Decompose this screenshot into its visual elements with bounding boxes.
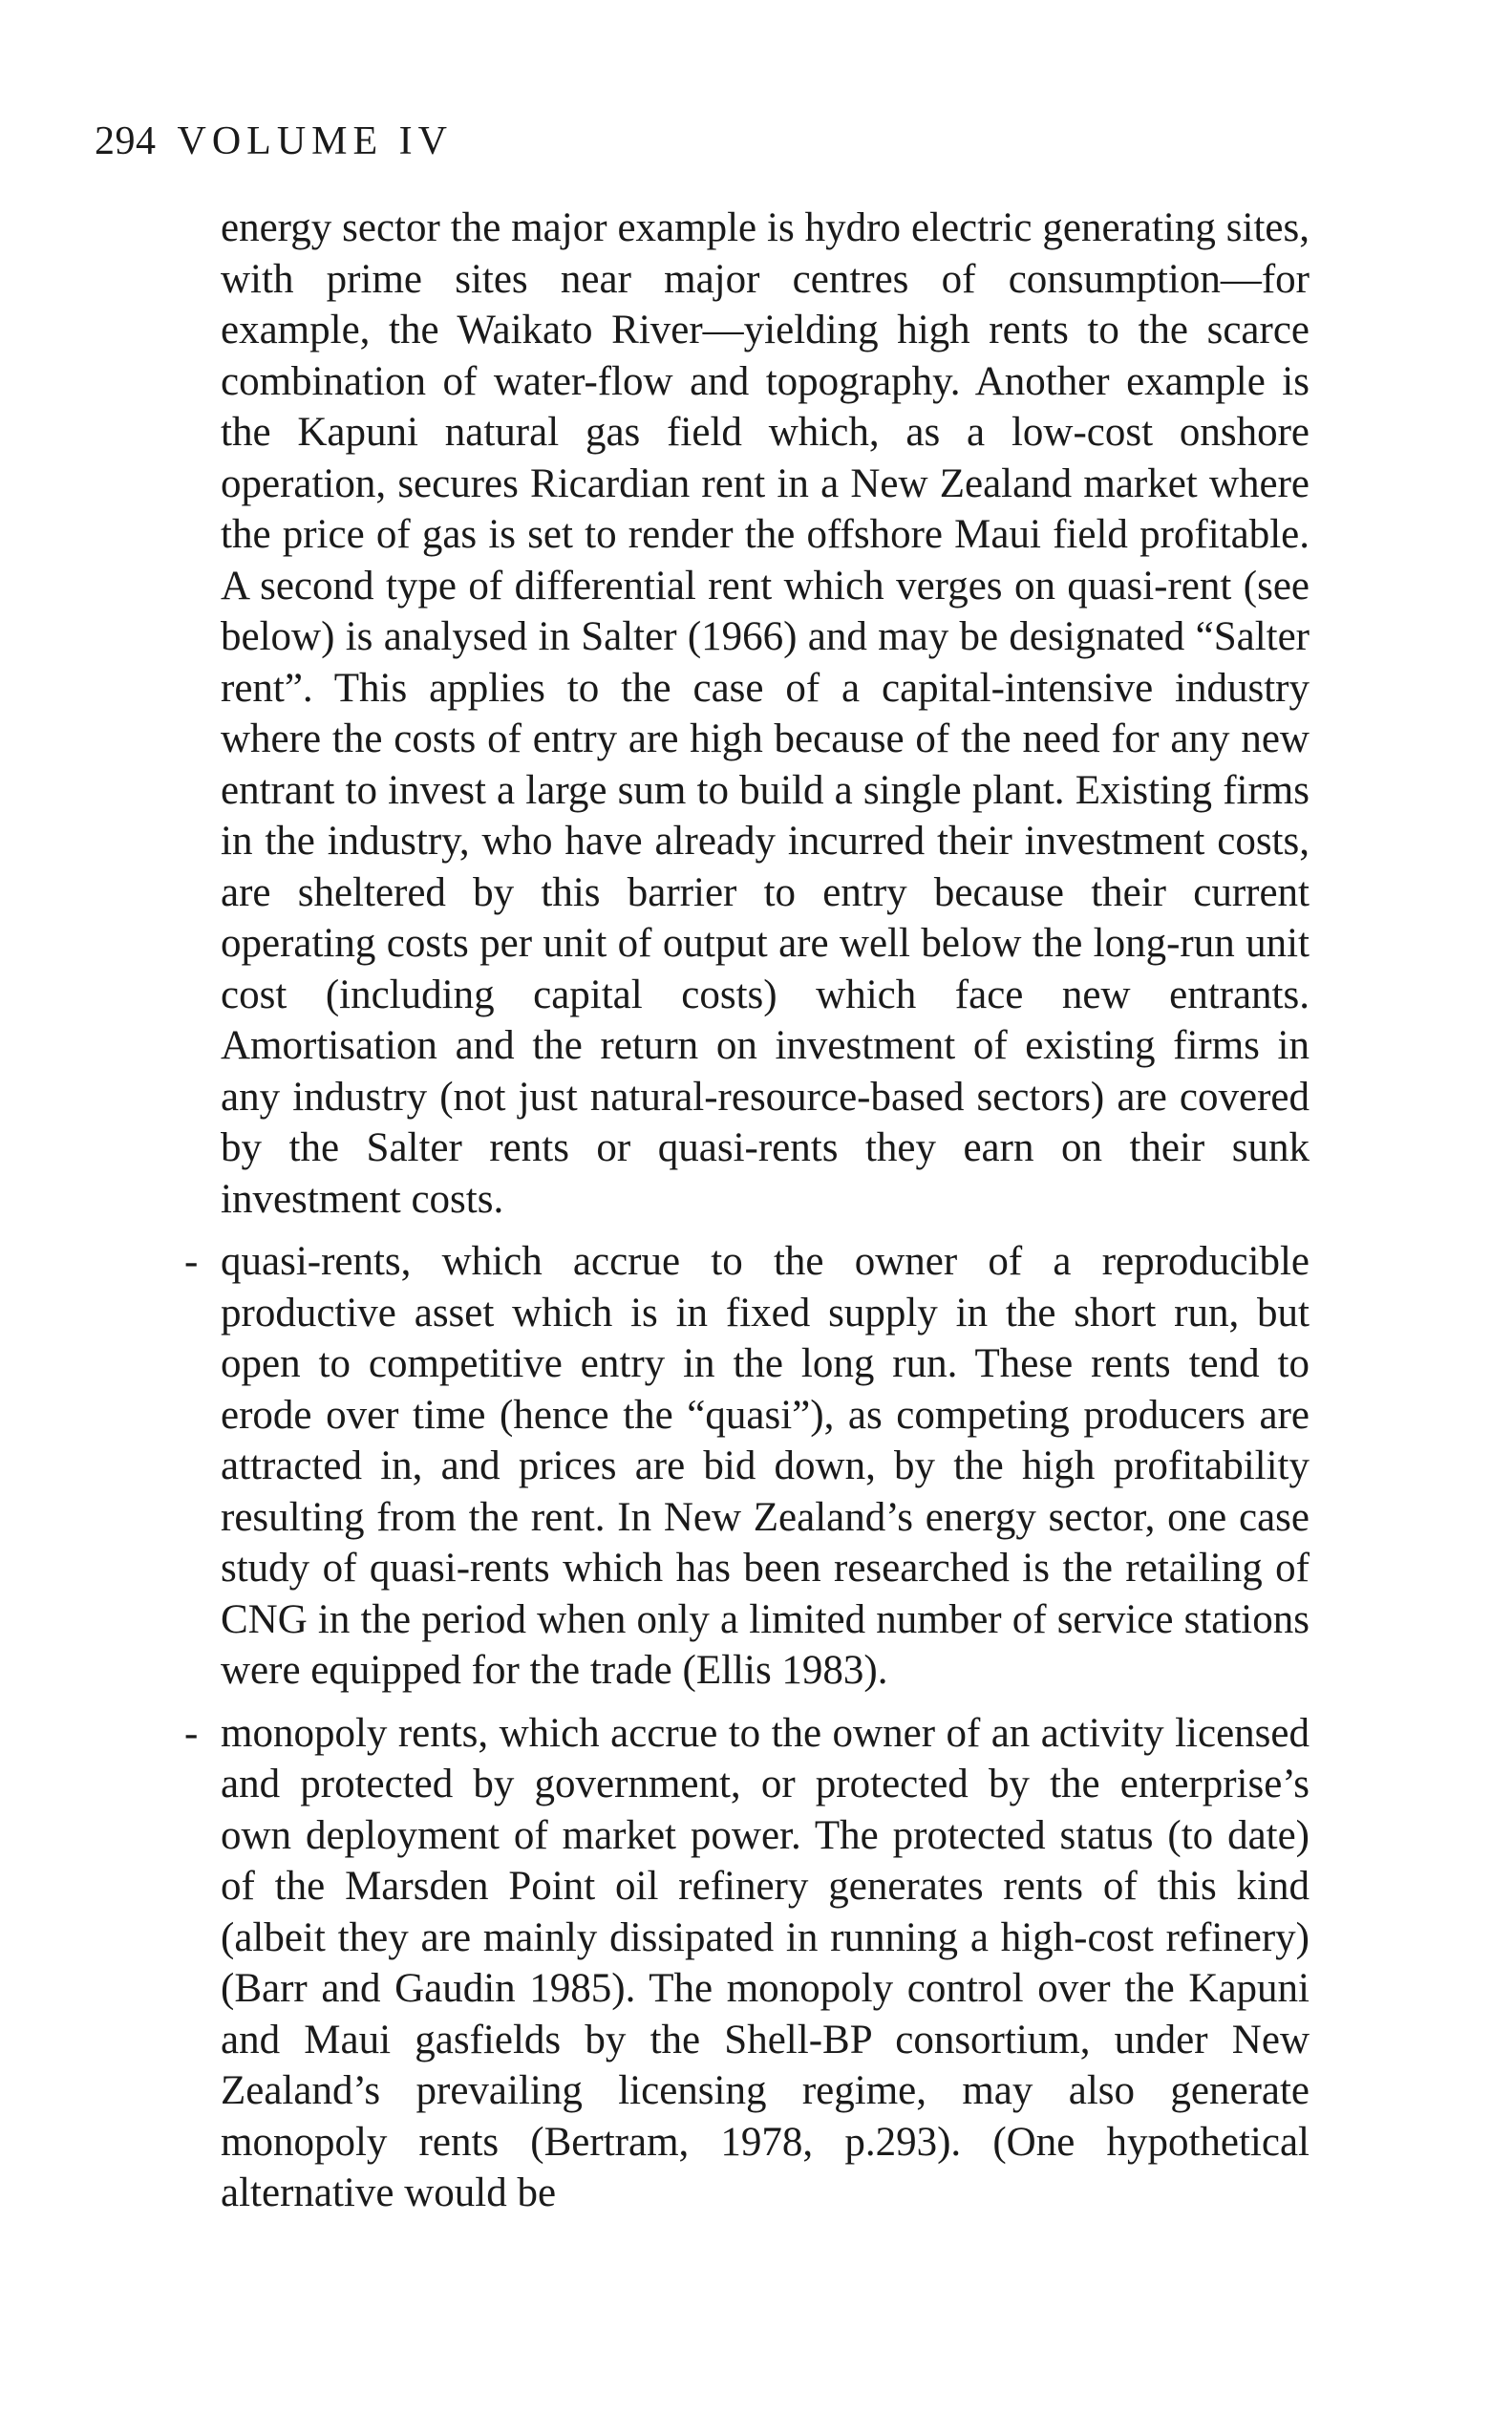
list-dash: - [184,1239,199,1284]
list-dash: - [184,1710,199,1756]
list-item-monopoly-rents [184,1708,1310,2219]
list-item-quasi-rents [184,1236,1310,1697]
running-head [95,117,453,166]
list-item-text: monopoly rents, which accrue to the owner of an activity licensed and protected by government, or protected by the enterprise’s own deployment of market power. The protected status (to date) of the Marsden Point oil refinery generates rents of this kind (albeit they are mainly dissipated in running a high-cost refinery) (Barr and Gaudin 1985). The monopoly control over the Kapuni and Maui gasfields by the Shell-BP consortium, under New Zealand’s prevailing licensing regime, may also generate monopoly rents (Bertram, 1978, p.293). (One hypothetical alternative would be [221,1710,1310,2215]
body-text [184,203,1310,2219]
volume-title: VOLUME IV [177,119,453,163]
list-item-text: quasi-rents, which accrue to the owner of a reproducible productive asset which is in fixed supply in the short run, but open to competitive entry in the long run. These rents tend to erode over time (hence the “quasi”), as competing producers are attracted in, and prices are bid down, by the high profitability resulting from the rent. In New Zealand’s energy sector, one case study of quasi-rents which has been researched is the retailing of CNG in the period when only a limited number of service stations were equipped for the trade (Ellis 1983). [221,1239,1310,1693]
page-number: 294 [95,119,157,163]
continuation-paragraph: energy sector the major example is hydro electric generating sites, with prime sites near major centres of consumption—for example, the Waikato River—yielding high rents to the scarce combination of water-flow and topography. Another example is the Kapuni natural gas field which, as a low-cost onshore operation, secures Ricardian rent in a New Zealand market where the price of gas is set to render the offshore Maui field profitable. A second type of differential rent which verges on quasi-rent (see below) is analysed in Salter (1966) and may be designated “Salter rent”. This applies to the case of a capital-intensive industry where the costs of entry are high because of the need for any new entrant to invest a large sum to build a single plant. Existing firms in the industry, who have already incurred their investment costs, are sheltered by this barrier to entry because their current operating costs per unit of output are well below the long-run unit cost (including capital costs) which face new entrants. Amortisation and the return on investment of existing firms in any industry (not just natural-resource-based sectors) are covered by the Salter rents or quasi-rents they earn on their sunk investment costs. [221,205,1310,1222]
